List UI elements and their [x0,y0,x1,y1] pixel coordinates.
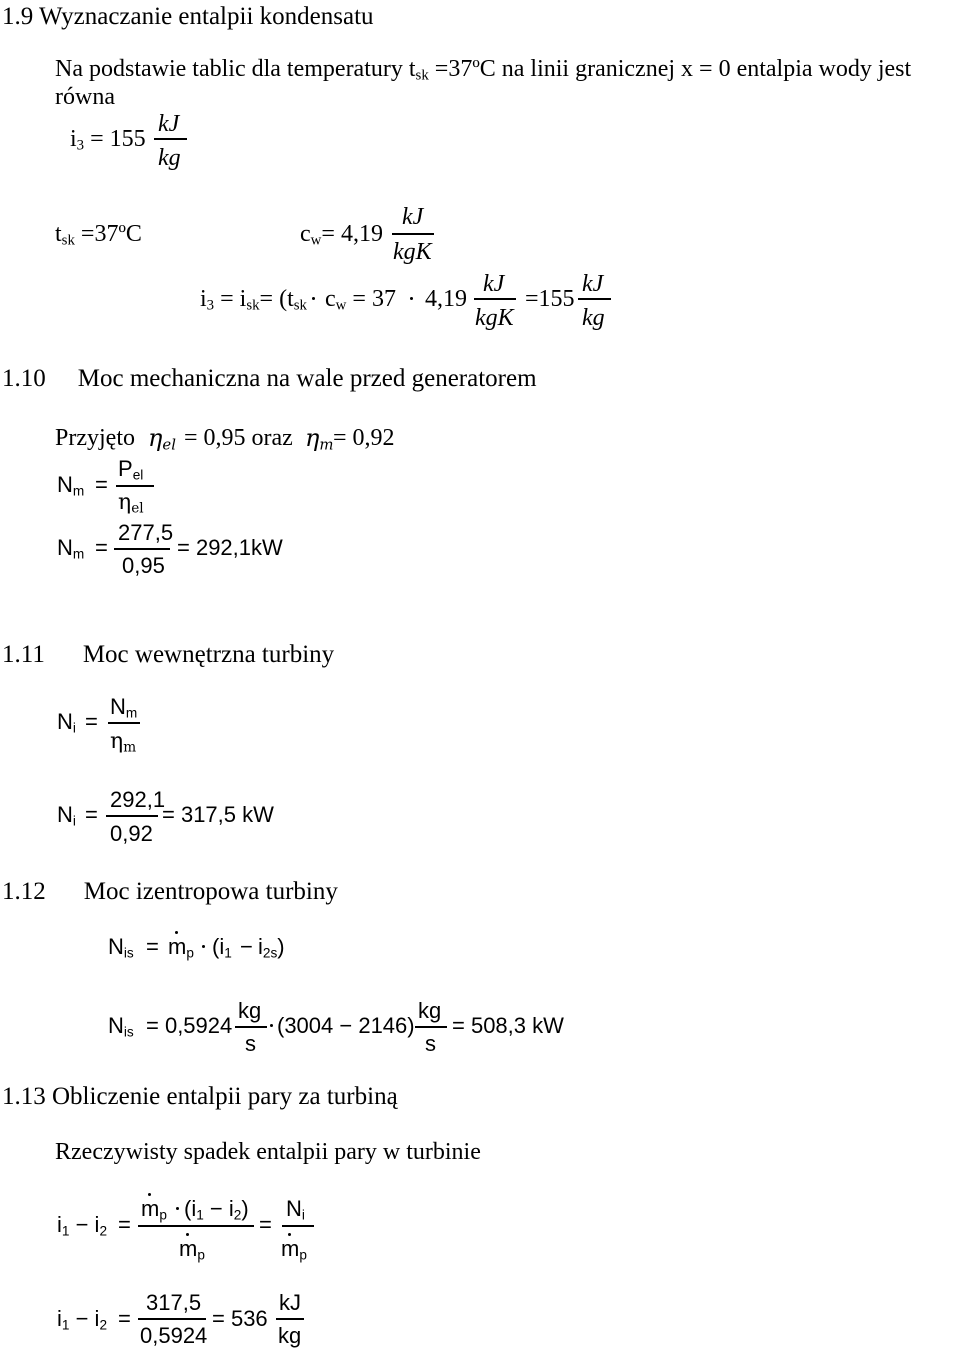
s113-paren: $(i_1 - i_2)$ [184,1196,249,1223]
s113-fraction-line [138,1225,254,1227]
s113-lhs: $i_1 - i_2$ [57,1212,108,1239]
s112-paren: ($i_1$ [212,934,232,961]
s112-Nis: $N_{is}$ [108,934,134,961]
s110-assumed: Przyjęto [55,425,135,451]
s110-denominator: 0,95 [122,553,165,578]
s113-fraction-line-2 [282,1225,314,1227]
s19-result-unit-kg: kg [582,305,605,331]
s112-unit-s-2: s [425,1031,436,1056]
s19-i3-equation: $i_3 = 155$ [70,126,146,154]
s110-Pel: $P_{el}$ [118,456,144,483]
s19-cw-fraction-line [392,233,434,235]
s19-formula-result: =155 [525,286,575,312]
s110-numerator: 277,5 [118,520,174,545]
s113-eq-3: = [118,1306,131,1331]
eta-el-symbol: $\eta_{el}$ [148,424,176,454]
eta-m-symbol: $\eta_m$ [110,729,137,756]
s112-eq: = [146,934,159,959]
s19-cw: $c_w= 4,19$ [300,221,383,249]
s111-Nm: $N_m$ [110,694,138,721]
s111-fraction-line-2 [106,815,158,817]
s19-result-fraction-line [578,298,611,300]
s113-result: = 536 [212,1306,268,1331]
s19-formula-cw: $c_w = 37$ [325,286,396,314]
s112-difference: (3004 − 2146) [277,1013,415,1038]
s113-intro: Rzeczywisty spadek entalpii pary w turbinie [55,1139,481,1165]
s113-unit-kg: kg [278,1323,302,1348]
s112-value: = 0,5924 [146,1013,233,1038]
s113-lhs-2: $i_1 - i_2$ [57,1306,108,1333]
s113-mult-dot [176,1207,179,1210]
s19-formula-unit-kgK: kgK [475,305,514,331]
s19-formula: $i_3 = i_{sk}= (t_{sk}$ [200,286,307,314]
s19-formula-unit-kJ: kJ [483,271,505,297]
s110-eq: = [95,472,108,497]
s19-cw-unit-kJ: kJ [402,204,424,230]
s19-i3-unit-kJ: kJ [158,111,180,137]
s112-unit-s: s [245,1031,256,1056]
s19-tsk: $t_{sk}$ =37ºC [55,221,142,249]
s19-cw-unit-kgK: kgK [393,239,432,265]
s110-Nm-2: $N_m$ [57,535,85,562]
section-1-12-title: 1.12 Moc izentropowa turbiny [2,878,338,905]
s111-denominator: 0,92 [110,821,153,846]
s111-eq: = [85,709,98,734]
s110-eq-2: = [95,535,108,560]
s112-i2s: $i_{2s}$) [258,934,285,961]
s112-unit-kg: kg [238,998,262,1023]
s19-mult-dot [312,297,315,300]
s19-intro-line1: Na podstawie tablic dla temperatury $t_{sk}$ =37ºC na linii granicznej x = 0 entalpia wody jest [55,56,912,84]
s111-Ni: $N_i$ [57,709,76,736]
s111-numerator: 292,1 [110,787,166,812]
section-1-11-title: 1.11 Moc wewnętrzna turbiny [2,641,335,668]
s112-fraction-line-2 [415,1026,447,1028]
s112-mp: $m_p$ [168,934,194,961]
s19-intro-line2: równa [55,84,115,110]
s19-i3-unit-kg: kg [158,145,181,171]
s111-eq-2: = [85,802,98,827]
s19-i3-fraction-line [154,138,187,140]
s110-eta-m-value: = 0,92 [333,425,395,451]
s111-fraction-line [108,722,140,724]
s110-eta-el-value: = 0,95 oraz [184,425,293,451]
s112-unit-kg-2: kg [418,998,442,1023]
s113-mp-den: $m_p$ [179,1236,205,1263]
section-1-13-title: 1.13 Obliczenie entalpii pary za turbiną [2,1083,398,1110]
section-1-10-title: 1.10 Moc mechaniczna na wale przed generatorem [2,365,537,392]
s112-mult-dot-2 [270,1024,273,1027]
s113-fraction-line-3 [138,1318,206,1320]
s19-mult-dot [410,297,413,300]
s110-fraction-line-2 [114,548,170,550]
s113-eq: = [118,1212,131,1237]
s113-unit-fraction-line [276,1318,304,1320]
s112-result: = 508,3 kW [452,1013,564,1038]
s19-result-unit-kJ: kJ [582,271,604,297]
s113-numerator: 317,5 [146,1290,202,1315]
s113-eq-2: = [259,1212,272,1237]
s113-Ni: $N_i$ [286,1196,305,1223]
s113-mp-num: $m_p$ [141,1196,167,1223]
s110-fraction-line [116,485,154,487]
s19-formula-value: 4,19 [425,286,467,312]
s112-Nis-2: $N_{is}$ [108,1013,134,1040]
s19-formula-fraction-line [474,298,516,300]
eta-m-symbol: $\eta_m$ [305,424,334,454]
section-1-9-title: 1.9 Wyznaczanie entalpii kondensatu [2,3,374,30]
s113-unit-kJ: kJ [279,1290,301,1315]
s113-mp-den-2: $m_p$ [281,1236,307,1263]
s112-mult-dot [202,945,205,948]
s111-result: = 317,5 kW [162,802,274,827]
s111-Ni-2: $N_i$ [57,802,76,829]
s110-Nm: $N_m$ [57,472,85,499]
s112-minus: − [240,934,253,959]
s110-result: = 292,1kW [177,535,283,560]
s113-denominator: 0,5924 [140,1323,208,1348]
eta-el-symbol: $\eta_{el}$ [118,490,144,517]
s112-fraction-line [235,1026,267,1028]
